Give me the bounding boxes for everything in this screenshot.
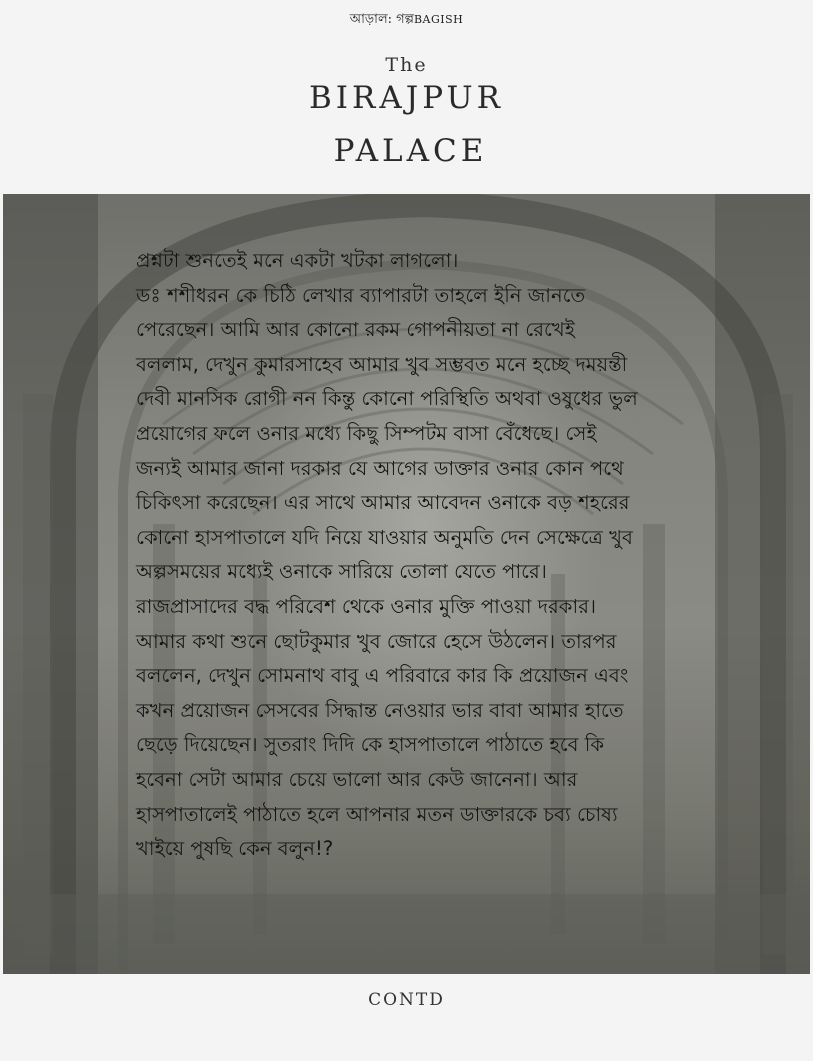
story-line: কখন প্রয়োজন সেসবের সিদ্ধান্ত নেওয়ার ভার বাবা আমার হাতে (136, 698, 624, 722)
continued-label: CONTD (368, 990, 445, 1010)
story-line: বললেন, দেখুন সোমনাথ বাবু এ পরিবারে কার কি প্রয়োজন এবং (136, 664, 629, 688)
story-line: হবেনা সেটা আমার চেয়ে ভালো আর কেউ জানেনা। আর (136, 767, 578, 791)
story-line: প্রশ্নটা শুনতেই মনে একটা খটকা লাগলো। (136, 249, 459, 272)
story-line: দেবী মানসিক রোগী নন কিন্তু কোনো পরিস্থিতি অথবা ওষুধের ভুল (136, 387, 638, 411)
title-line-1: BIRAJPUR (309, 80, 504, 116)
story-line: জন্যই আমার জানা দরকার যে আগের ডাক্তার ওনার কোন পথে (136, 456, 624, 480)
story-panel (3, 194, 810, 974)
story-line: প্রয়োগের ফলে ওনার মধ্যে কিছু সিম্পটম বাসা বেঁধেছে। সেই (136, 421, 597, 445)
author-credit (0, 10, 813, 31)
story-line: বললাম, দেখুন কুমারসাহেব আমার খুব সম্ভবত মনে হচ্ছে দময়ন্তী (136, 352, 628, 376)
story-text (136, 244, 756, 867)
credit-bengali: আড়াল: গল্প (349, 12, 414, 27)
story-line: ডঃ শশীধরন কে চিঠি লেখার ব্যাপারটা তাহলে ইনি জানতে (136, 283, 586, 307)
story-line: রাজপ্রাসাদের বদ্ধ পরিবেশ থেকে ওনার মুক্তি পাওয়া দরকার। (136, 594, 596, 618)
story-line: চিকিৎসা করেছেন। এর সাথে আমার আবেদন ওনাকে বড় শহরের (136, 491, 630, 515)
story-line: কোনো হাসপাতালে যদি নিয়ে যাওয়ার অনুমতি দেন সেক্ষেত্রে খুব (136, 525, 633, 549)
story-line: পেরেছেন। আমি আর কোনো রকম গোপনীয়তা না রেখেই (136, 318, 575, 342)
story-line: অল্পসময়ের মধ্যেই ওনাকে সারিয়ে তোলা যেতে পারে। (136, 560, 547, 584)
title-line-2: PALACE (333, 133, 488, 169)
story-line: হাসপাতালেই পাঠাতে হলে আপনার মতন ডাক্তারকে চব্য চোষ্য (136, 802, 618, 826)
story-line: খাইয়ে পুষছি কেন বলুন!? (136, 837, 334, 861)
title-article: The (385, 54, 428, 76)
story-line: আমার কথা শুনে ছোটকুমার খুব জোরে হেসে উঠলেন। তারপর (136, 629, 617, 653)
story-line: ছেড়ে দিয়েছেন। সুতরাং দিদি কে হাসপাতালে পাঠাতে হবে কি (136, 733, 605, 757)
credit-author: BAGISH (413, 13, 464, 26)
page-header (0, 0, 813, 194)
